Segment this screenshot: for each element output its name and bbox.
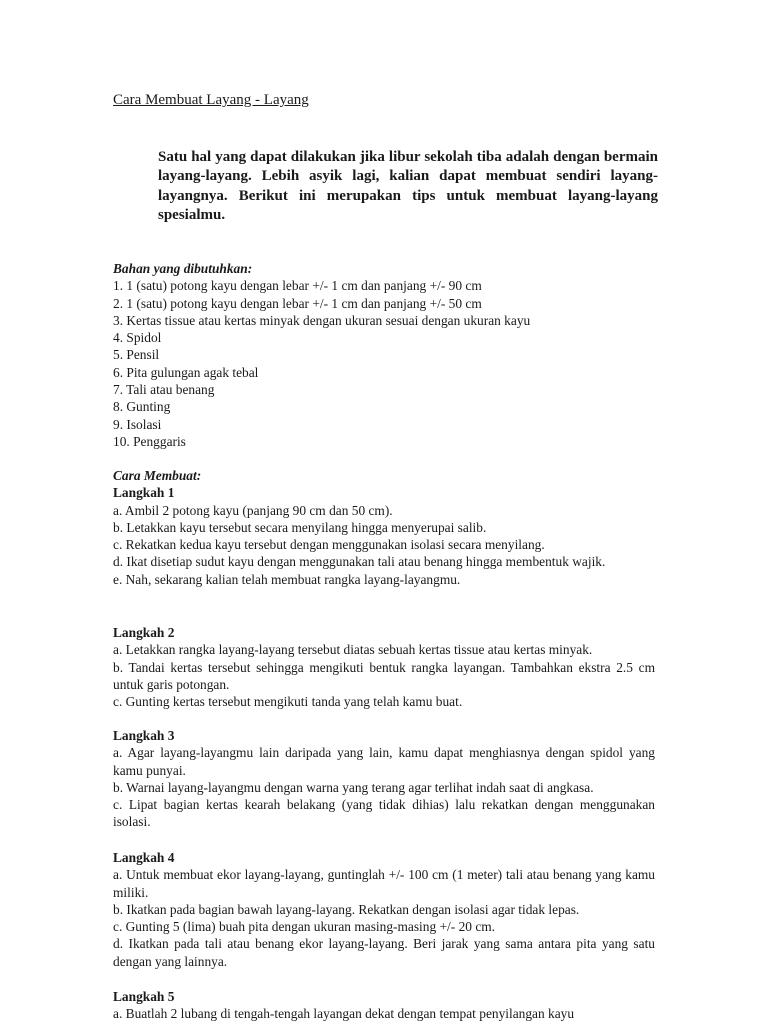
step-item: a. Letakkan rangka layang-layang tersebut diatas sebuah kertas tissue atau kertas minyak. xyxy=(113,642,593,658)
step-item: d. Ikatkan pada tali atau benang ekor layang-layang. Beri jarak yang sama antara pita yang satu dengan yang lainnya. xyxy=(113,936,655,969)
materials-item: 1. 1 (satu) potong kayu dengan lebar +/- 1 cm dan panjang +/- 90 cm xyxy=(113,278,482,294)
step-item: d. Ikat disetiap sudut kayu dengan menggunakan tali atau benang hingga membentuk wajik. xyxy=(113,554,606,570)
step-item: a. Untuk membuat ekor layang-layang, guntinglah +/- 100 cm (1 meter) tali atau benang yang kamu miliki. xyxy=(113,867,655,900)
document-title: Cara Membuat Layang - Layang xyxy=(113,92,309,108)
step-item: c. Gunting kertas tersebut mengikuti tanda yang telah kamu buat. xyxy=(113,694,463,710)
step-item: a. Buatlah 2 lubang di tengah-tengah layangan dekat dengan tempat penyilangan kayu xyxy=(113,1006,575,1022)
step-title: Langkah 3 xyxy=(113,728,175,743)
materials-section xyxy=(113,260,655,450)
materials-item: 10. Penggaris xyxy=(113,433,186,449)
materials-item: 8. Gunting xyxy=(113,399,171,415)
materials-item: 6. Pita gulungan agak tebal xyxy=(113,364,259,380)
materials-item: 9. Isolasi xyxy=(113,416,162,432)
step-item: b. Ikatkan pada bagian bawah layang-layang. Rekatkan dengan isolasi agar tidak lepas. xyxy=(113,901,580,917)
materials-item: 7. Tali atau benang xyxy=(113,382,215,398)
materials-item: 5. Pensil xyxy=(113,347,160,363)
step-title: Langkah 1 xyxy=(113,485,175,501)
step-section xyxy=(113,988,655,1023)
step-title: Langkah 2 xyxy=(113,625,175,640)
step-item: c. Gunting 5 (lima) buah pita dengan ukuran masing-masing +/- 20 cm. xyxy=(113,919,496,935)
step-section xyxy=(113,727,655,831)
step-item: c. Rekatkan kedua kayu tersebut dengan menggunakan isolasi secara menyilang. xyxy=(113,537,545,553)
materials-heading: Bahan yang dibutuhkan: xyxy=(113,261,253,276)
how-to-heading: Cara Membuat: xyxy=(113,468,202,483)
step-item: b. Letakkan kayu tersebut secara menyilang hingga menyerupai salib. xyxy=(113,519,487,535)
materials-item: 4. Spidol xyxy=(113,330,162,346)
intro-paragraph: Satu hal yang dapat dilakukan jika libur sekolah tiba adalah dengan bermain layang-layang. Lebih asyik lagi, kalian dapat membuat sendiri layang-layangnya. Berikut ini merupakan tips untuk membuat layang-layang spesialmu. xyxy=(158,149,658,224)
step-item: e. Nah, sekarang kalian telah membuat rangka layang-layangmu. xyxy=(113,571,461,587)
step-item: b. Warnai layang-layangmu dengan warna yang terang agar terlihat indah saat di angkasa. xyxy=(113,779,594,795)
step-title: Langkah 4 xyxy=(113,850,175,865)
how-to-section xyxy=(113,467,655,588)
step-title: Langkah 5 xyxy=(113,989,175,1004)
step-item: a. Ambil 2 potong kayu (panjang 90 cm dan 50 cm). xyxy=(113,502,393,518)
materials-item: 3. Kertas tissue atau kertas minyak dengan ukuran sesuai dengan ukuran kayu xyxy=(113,312,531,328)
materials-item: 2. 1 (satu) potong kayu dengan lebar +/- 1 cm dan panjang +/- 50 cm xyxy=(113,295,482,311)
step-section xyxy=(113,624,655,710)
step-section xyxy=(113,849,655,970)
step-item: a. Agar layang-layangmu lain daripada yang lain, kamu dapat menghiasnya dengan spidol yang kamu punyai. xyxy=(113,745,655,778)
step-item: c. Lipat bagian kertas kearah belakang (yang tidak dihias) lalu rekatkan dengan menggunakan isolasi. xyxy=(113,797,655,830)
step-item: b. Tandai kertas tersebut sehingga mengikuti bentuk rangka layangan. Tambahkan ekstra 2.5 cm untuk garis potongan. xyxy=(113,659,655,692)
